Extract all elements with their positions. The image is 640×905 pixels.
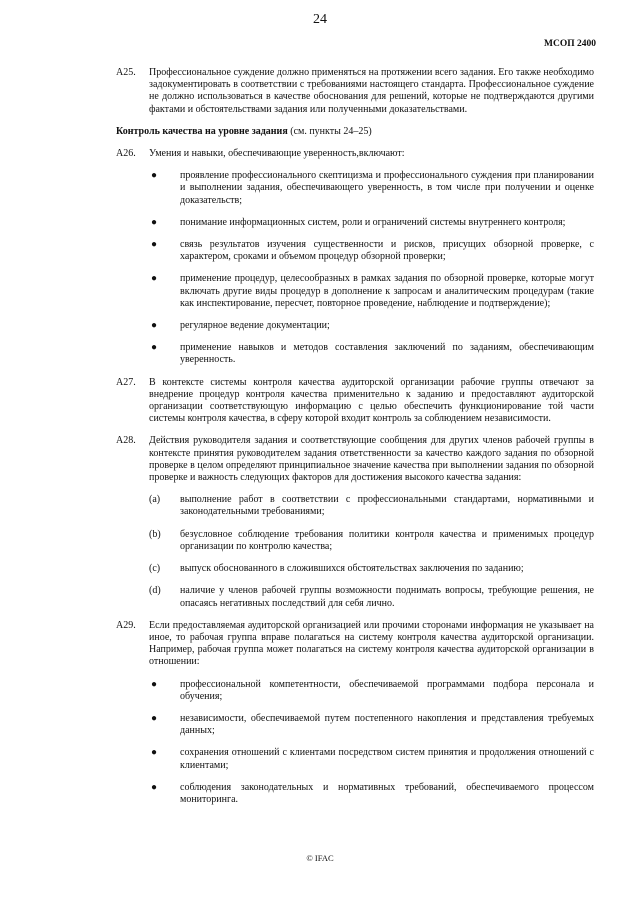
list-item-text: проявление профессионального скептицизма и профессионального суждения при планировании и выполнении задания, обеспечивающего уверенность, в том числе при получении и оценке доказательств; — [180, 170, 594, 206]
list-item-text: безусловное соблюдение требования политики контроля качества и применимых процедур организации по контролю качества; — [180, 528, 594, 552]
list-item-text: выполнение работ в соответствии с профессиональными стандартами, нормативными и законодательными требованиями; — [180, 494, 594, 518]
list-item — [149, 494, 594, 518]
bullet-icon: ● — [151, 320, 158, 332]
list-item-text: регулярное ведение документации; — [180, 320, 330, 332]
section-heading — [116, 126, 594, 138]
paragraph-a28 — [116, 435, 594, 609]
bullet-icon: ● — [151, 273, 158, 285]
list-item-letter: (b) — [149, 528, 161, 540]
list-item-text: соблюдения законодательных и нормативных требований, обеспечиваемого процессом мониторинга. — [180, 781, 594, 805]
paragraph-text: Действия руководителя задания и соответствующие сообщения для других членов рабочей группы в контексте принятия руководителем задания ответственности за качество каждого задания по обзорной проверке в целом определяют принципиальное значение качества при выполнении задания по обзорной проверке и важность следующих факторов для достижения высокого качества задания: — [149, 435, 594, 484]
list-item — [149, 320, 594, 332]
bullet-icon: ● — [151, 712, 158, 724]
list-item — [149, 529, 594, 553]
page-number: 24 — [313, 12, 327, 27]
paragraph-a26 — [116, 148, 594, 367]
paragraph-a27 — [116, 377, 594, 426]
paragraph-number: A28. — [116, 435, 136, 447]
paragraph-number: A27. — [116, 376, 136, 388]
paragraph-number: A26. — [116, 148, 136, 160]
list-item-text: понимание информационных систем, роли и ограничений системы внутреннего контроля; — [180, 216, 566, 228]
list-item — [149, 273, 594, 310]
list-item — [149, 170, 594, 207]
bullet-icon: ● — [151, 239, 158, 251]
standard-code: МСОП 2400 — [544, 39, 596, 49]
lettered-list — [149, 494, 594, 609]
list-item — [149, 239, 594, 263]
list-item-text: сохранения отношений с клиентами посредством систем принятия и продолжения отношений с клиентами; — [180, 747, 594, 771]
list-item — [149, 342, 594, 366]
paragraph-text: Умения и навыки, обеспечивающие уверенность,включают: — [149, 148, 405, 160]
copyright-footer: © IFAC — [306, 853, 334, 863]
list-item-letter: (c) — [149, 563, 161, 575]
bullet-icon: ● — [151, 342, 158, 354]
list-item-letter: (a) — [149, 494, 161, 506]
list-item-text: наличие у членов рабочей группы возможности поднимать вопросы, требующие решения, не опасаясь негативных последствий для себя лично. — [180, 585, 594, 609]
list-item-text: связь результатов изучения существенности и рисков, присущих обзорной проверке, с характером, сроками и объемом процедур обзорной проверки; — [180, 239, 594, 263]
list-item — [149, 679, 594, 703]
list-item-text: независимости, обеспечиваемой путем постепенного накопления и представления требуемых данных; — [180, 712, 594, 737]
list-item-text: профессиональной компетентности, обеспечиваемой программами подбора персонала и обучения; — [180, 678, 594, 702]
list-item — [149, 585, 594, 609]
bullet-icon: ● — [151, 678, 158, 690]
bullet-list — [149, 170, 594, 366]
paragraph-number: A29. — [116, 619, 136, 631]
paragraph-a29 — [116, 620, 594, 806]
paragraph-text: В контексте системы контроля качества аудиторской организации рабочие группы отвечают за внедрение процедур контроля качества применительно к заданию и предоставляют аудиторской организации соответствующую информацию с целью обеспечить функционирование той части системы контроля качества, в сферу которой входит контроль за соблюдением независимости. — [149, 376, 594, 425]
list-item-text: применение навыков и методов составления заключений по заданиям, обеспечивающим уверенность. — [180, 342, 594, 366]
list-item — [149, 217, 594, 229]
bullet-icon: ● — [151, 747, 158, 759]
bullet-icon: ● — [151, 781, 158, 793]
paragraph-text: Профессиональное суждение должно применяться на протяжении всего задания. Его также необходимо задокументировать в соответствии с требованиями настоящего стандарта. Профессиональное суждение не должно использоваться в качестве обоснования для решений, которые не подтверждаются другими фактами и обстоятельствами задания или полученными доказательствами. — [149, 67, 594, 115]
paragraph-text: Если предоставляемая аудиторской организацией или прочими сторонами информация не указывает на иное, то рабочая группа вправе полагаться на систему контроля качества аудиторской организации. Например, рабочая группа может полагаться на систему контроля качества аудиторской организации в отношении: — [149, 619, 594, 668]
list-item-text: выпуск обоснованного в сложившихся обстоятельствах заключения по заданию; — [180, 563, 524, 575]
bullet-icon: ● — [151, 216, 158, 228]
section-heading-title: Контроль качества на уровне задания — [116, 125, 288, 137]
list-item — [149, 563, 594, 575]
list-item-letter: (d) — [149, 585, 161, 597]
paragraph-number: A25. — [116, 67, 136, 78]
section-heading-ref: (см. пункты 24–25) — [290, 125, 372, 137]
paragraph-a25 — [116, 67, 594, 116]
list-item — [149, 713, 594, 737]
list-item — [149, 782, 594, 806]
bullet-list — [149, 679, 594, 807]
bullet-icon: ● — [151, 170, 158, 182]
list-item — [149, 747, 594, 771]
document-body — [116, 67, 594, 806]
list-item-text: применение процедур, целесообразных в рамках задания по обзорной проверке, которые могут включать другие виды процедур в дополнение к запросам и аналитическим процедурам (такие как инспектирование, пересчет, повторное проведение, наблюдение и подтверждение); — [180, 273, 594, 309]
